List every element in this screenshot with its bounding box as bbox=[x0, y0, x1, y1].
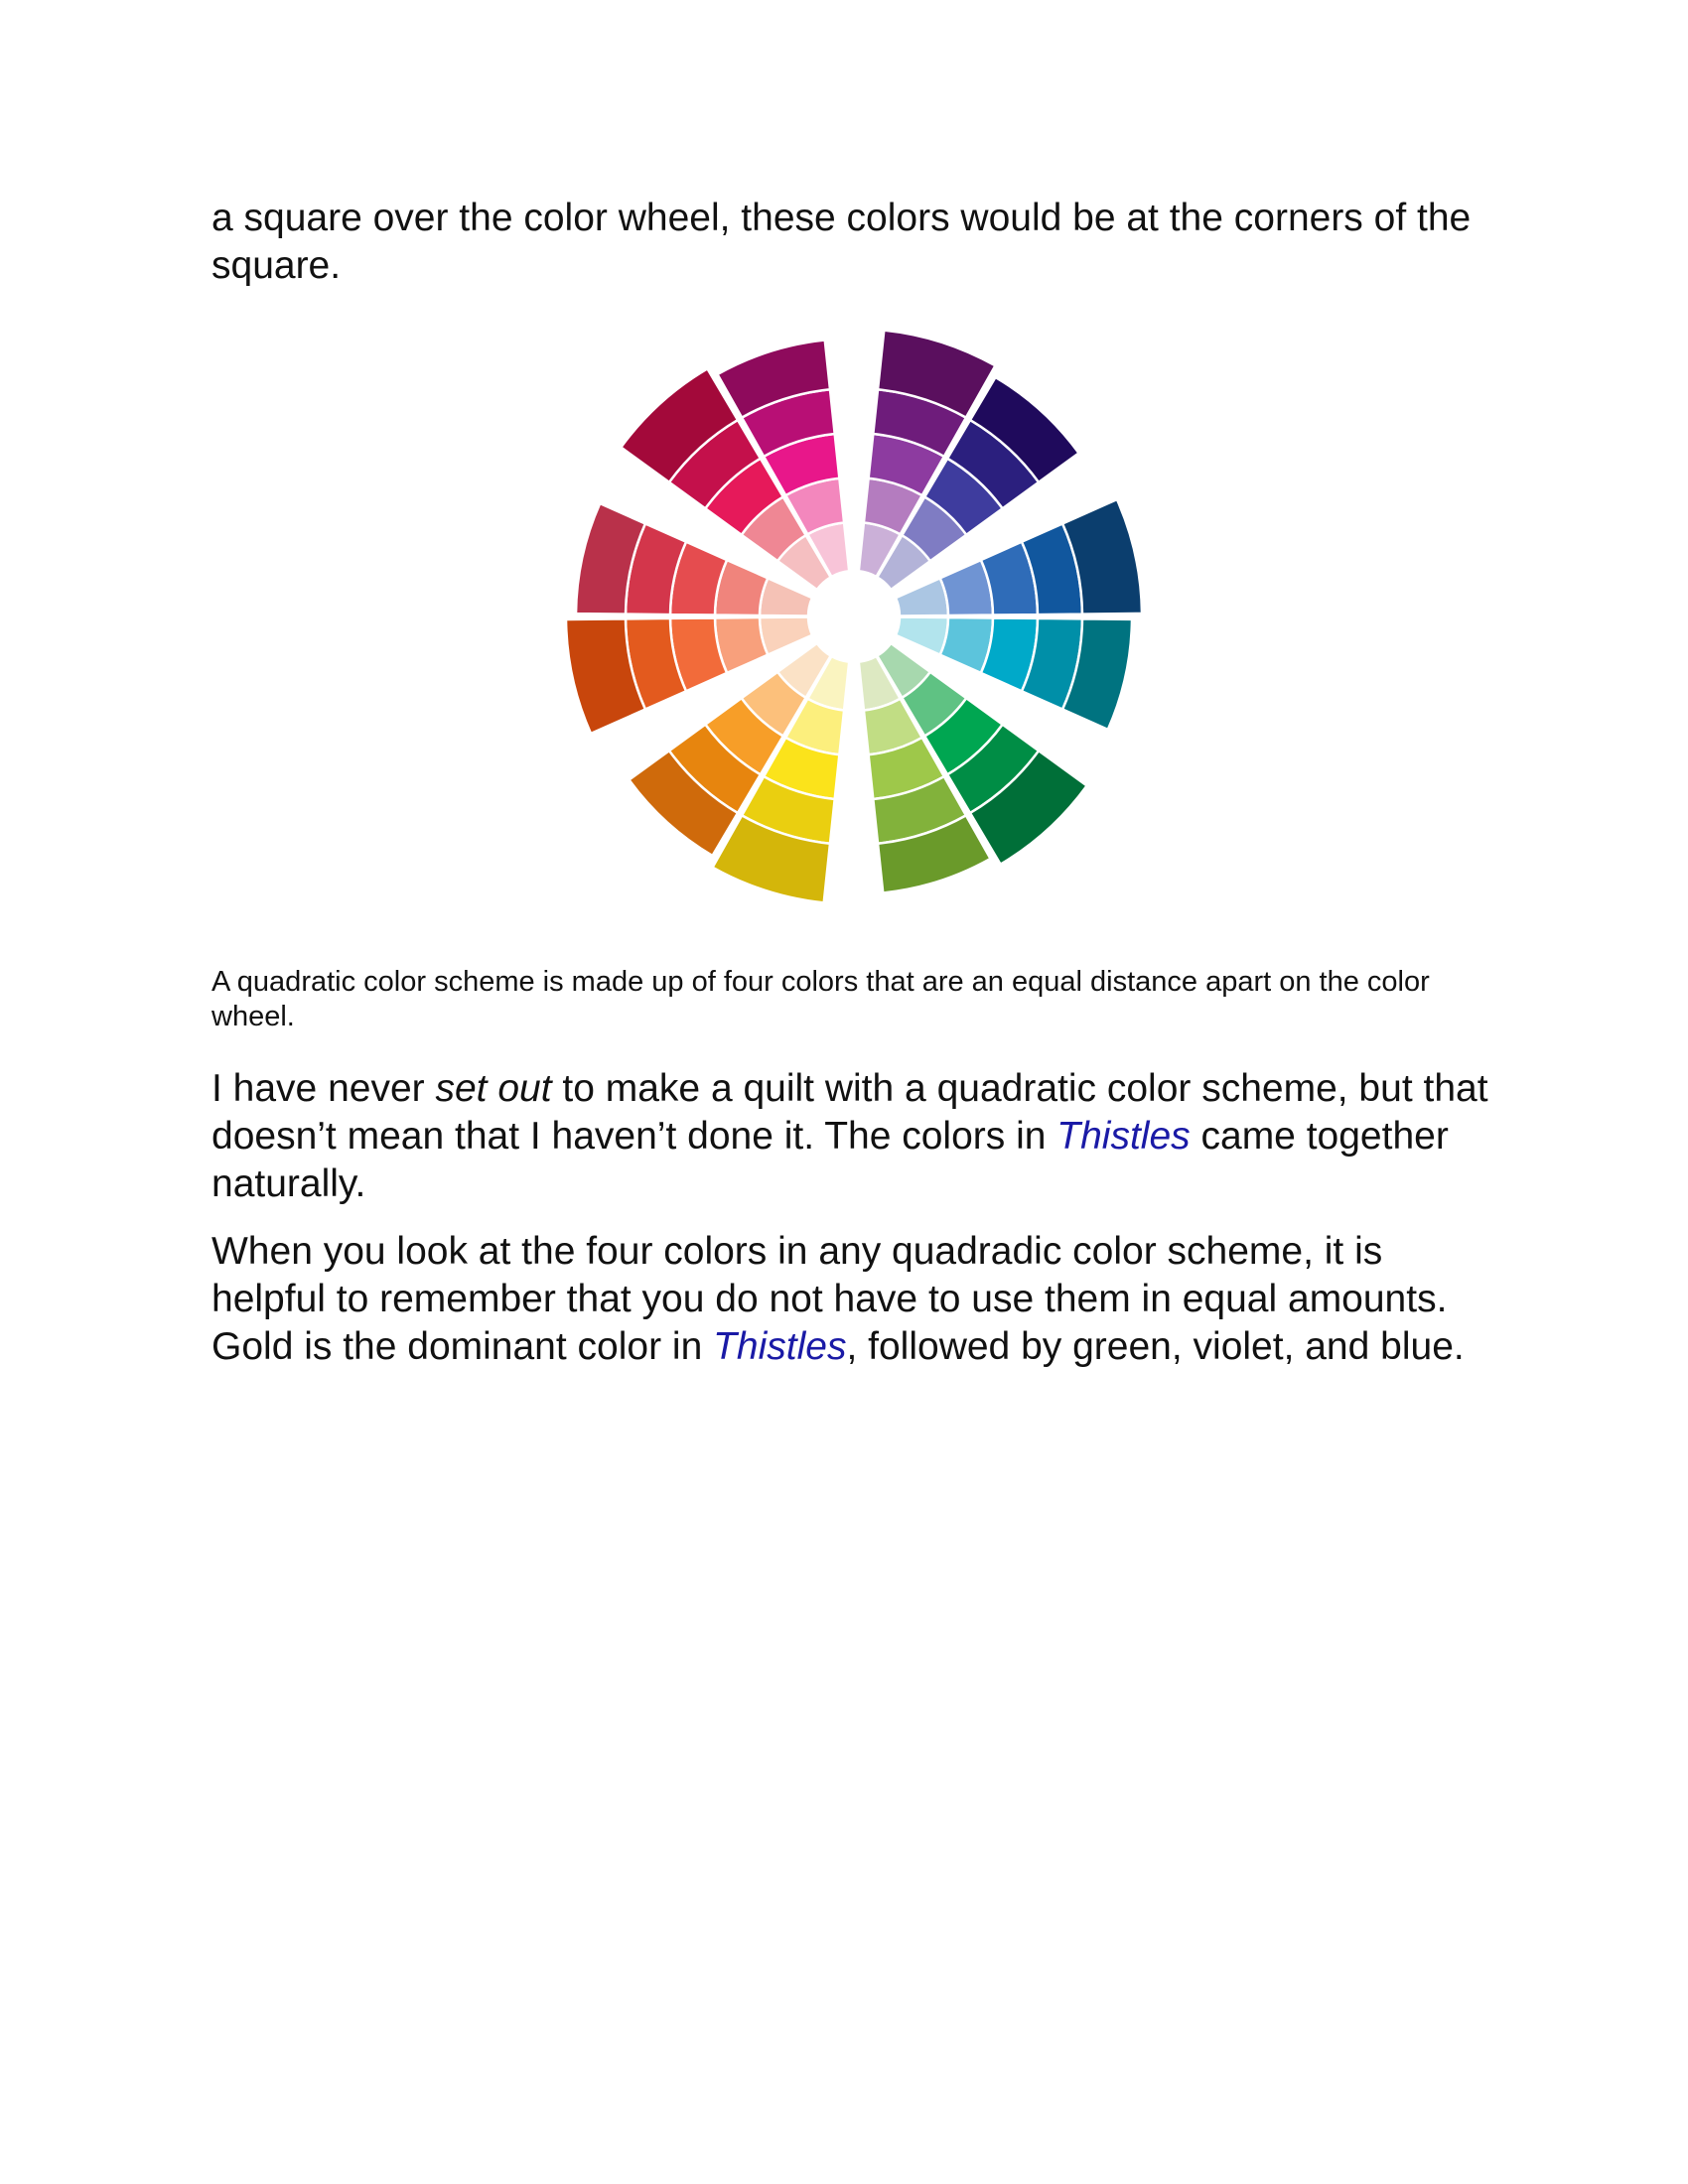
p2-emphasis: set out bbox=[435, 1067, 552, 1110]
wheel-cell-blue-green-0 bbox=[896, 616, 948, 654]
p3-text-2: , followed by green, violet, and blue. bbox=[846, 1325, 1465, 1368]
color-wheel bbox=[561, 324, 1147, 929]
p2-text-1: I have never bbox=[211, 1067, 436, 1110]
body-paragraph-2 bbox=[211, 1065, 1492, 1208]
p3-text-1: When you look at the four colors in any quadradic color scheme, it is helpful to remember that you do not have to use them in equal amounts. Gold is the dominant color in bbox=[211, 1230, 1448, 1368]
thistles-link[interactable]: Thistles bbox=[1056, 1115, 1191, 1158]
wheel-cell-red-orange-0 bbox=[760, 578, 812, 615]
document-page bbox=[211, 195, 1492, 1371]
intro-paragraph: a square over the color wheel, these colors would be at the corners of the square. bbox=[211, 197, 1472, 287]
p2-text-3: came together naturally. bbox=[211, 1115, 1449, 1205]
wheel-cell-orange-0 bbox=[760, 616, 812, 654]
color-wheel-figure bbox=[211, 324, 1492, 929]
wheel-cell-blue-0 bbox=[896, 578, 948, 615]
figure-caption: A quadratic color scheme is made up of four colors that are an equal distance apart on the color wheel. bbox=[211, 966, 1430, 1032]
p2-text-2: to make a quilt with a quadratic color scheme, but that doesn’t mean that I haven’t done it. The colors in bbox=[211, 1067, 1488, 1158]
thistles-link-2[interactable]: Thistles bbox=[713, 1325, 847, 1368]
body-paragraph-3 bbox=[211, 1228, 1492, 1371]
